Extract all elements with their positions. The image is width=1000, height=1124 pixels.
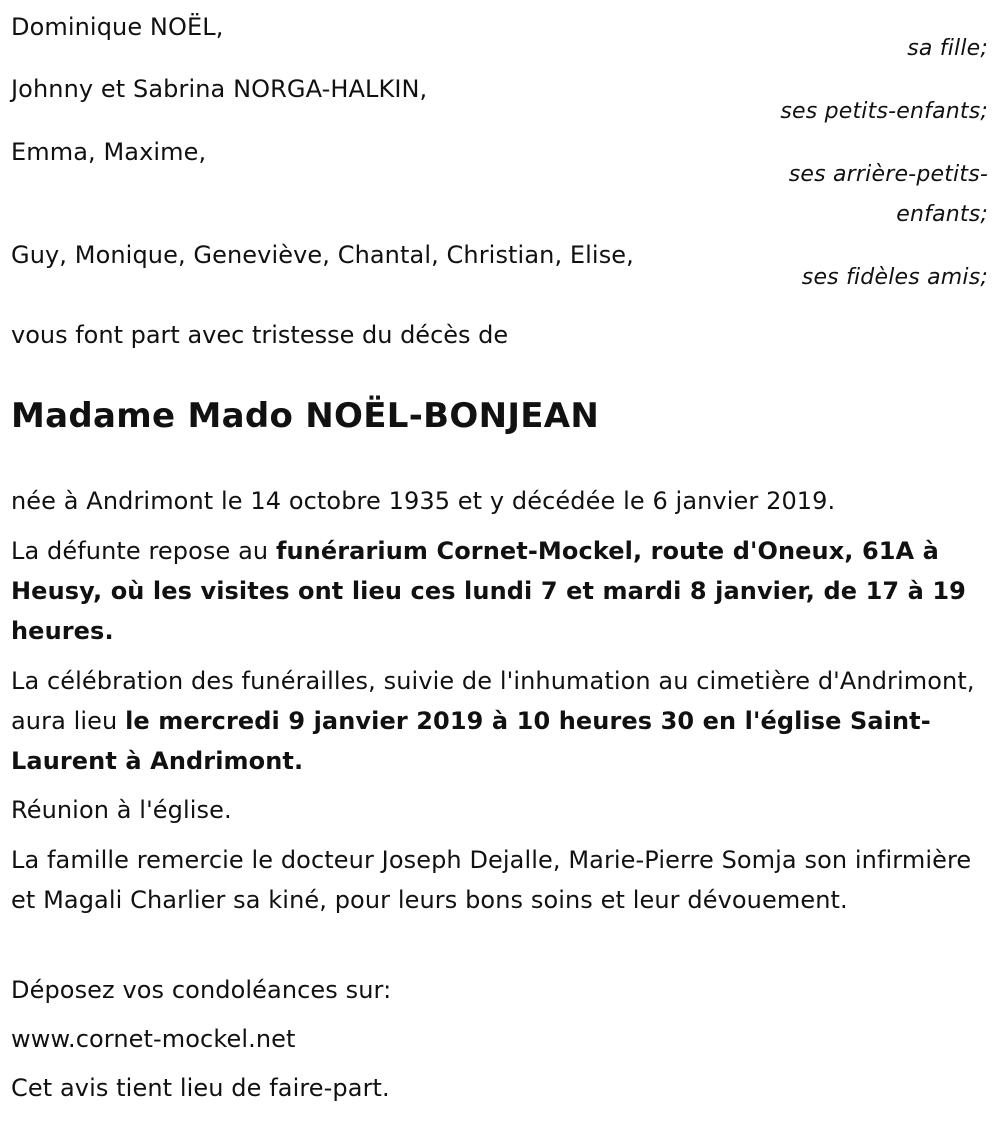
relation-friends: ses fidèles amis;: [801, 265, 988, 290]
repose-paragraph: [11, 531, 986, 651]
website-link[interactable]: www.cornet-mockel.net: [11, 1025, 296, 1053]
relation-great-grandchildren-line2: enfants;: [896, 202, 988, 227]
ceremony-text: La célébration des funérailles, suivie de l'inhumation au cimetière d'Andrimont, aura lieu: [11, 667, 975, 735]
relation-grandchildren: ses petits-enfants;: [780, 99, 988, 124]
relation-great-grandchildren-line1: ses arrière-petits-: [788, 162, 988, 187]
family-name-great-grandchildren: Emma, Maxime,: [11, 138, 207, 166]
birth-death-text: née à Andrimont le 14 octobre 1935 et y décédée le 6 janvier 2019.: [11, 487, 836, 515]
family-name-daughter: Dominique NOËL,: [11, 13, 224, 41]
notice-text: Cet avis tient lieu de faire-part.: [11, 1074, 390, 1102]
repose-details: funérarium Cornet-Mockel, route d'Oneux, 61A à Heusy, où les visites ont lieu ces lundi 7 et mardi 8 janvier, de 17 à 19 heures.: [11, 537, 966, 645]
relation-daughter: sa fille;: [907, 36, 988, 61]
repose-text: La défunte repose au: [11, 537, 276, 565]
intro-text: vous font part avec tristesse du décès de: [11, 321, 509, 349]
ceremony-details: le mercredi 9 janvier 2019 à 10 heures 30 en l'église Saint-Laurent à Andrimont.: [11, 707, 931, 775]
ceremony-paragraph: [11, 661, 986, 781]
family-name-friends: Guy, Monique, Geneviève, Chantal, Christian, Elise,: [11, 241, 634, 269]
meeting-text: Réunion à l'église.: [11, 796, 232, 824]
condolences-text: Déposez vos condoléances sur:: [11, 976, 392, 1004]
family-name-grandchildren: Johnny et Sabrina NORGA-HALKIN,: [11, 75, 428, 103]
thanks-text: La famille remercie le docteur Joseph Dejalle, Marie-Pierre Somja son infirmière et Magali Charlier sa kiné, pour leurs bons soins et leur dévouement.: [11, 846, 972, 914]
deceased-name: Madame Mado NOËL-BONJEAN: [11, 396, 600, 436]
